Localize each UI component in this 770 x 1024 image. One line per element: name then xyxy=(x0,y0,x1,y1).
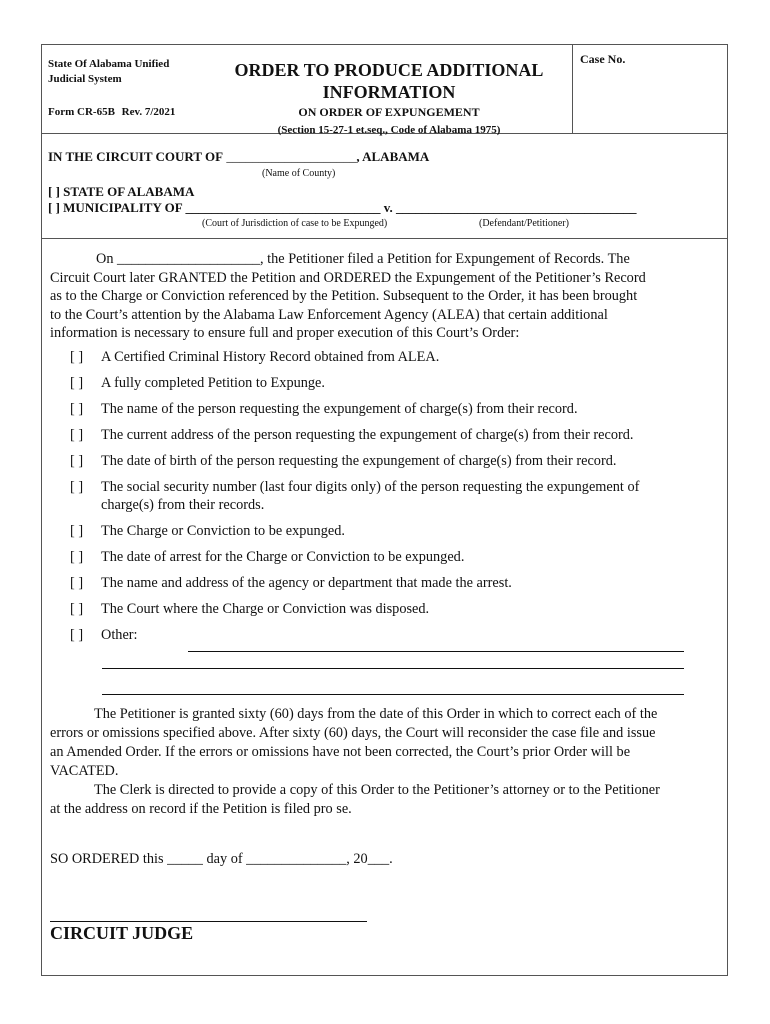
checkbox[interactable]: [ ] xyxy=(70,549,84,565)
checklist-item-text: The current address of the person requesting the expungement of charge(s) from their record. xyxy=(101,427,634,443)
jurisdiction-caption: (Court of Jurisdiction of case to be Expunged) xyxy=(202,218,388,229)
checkbox[interactable]: [ ] xyxy=(70,523,84,539)
other-input-line-2[interactable] xyxy=(102,668,684,669)
form-header xyxy=(42,45,727,134)
state-option[interactable]: [ ] STATE OF ALABAMA xyxy=(48,184,195,199)
checkbox[interactable]: [ ] xyxy=(70,601,84,617)
closing-p2-line-1: The Clerk is directed to provide a copy of this Order to the Petitioner’s attorney or to the Petitioner xyxy=(94,782,660,798)
checkbox[interactable]: [ ] xyxy=(70,627,84,643)
case-no-field[interactable] xyxy=(580,52,625,67)
court-caption xyxy=(42,134,727,239)
checkbox[interactable]: [ ] xyxy=(70,427,84,443)
intro-line-5: information is necessary to ensure full and proper execution of this Court’s Order: xyxy=(50,325,520,341)
judge-label: CIRCUIT JUDGE xyxy=(50,923,194,943)
case-no-label: Case No. xyxy=(580,52,626,66)
form-subtitle: ON ORDER OF EXPUNGEMENT xyxy=(298,105,480,119)
system-line-2: Judicial System xyxy=(48,73,122,85)
checkbox[interactable]: [ ] xyxy=(70,375,84,391)
checkbox[interactable]: [ ] xyxy=(70,453,84,469)
issuing-system xyxy=(48,57,169,87)
intro-line-1: On ____________________, the Petitioner filed a Petition for Expungement of Records. The xyxy=(96,251,630,267)
checklist-item-text: The name and address of the agency or department that made the arrest. xyxy=(101,575,512,591)
header-divider xyxy=(572,45,573,134)
municipality-option[interactable] xyxy=(48,200,637,216)
other-input-line-1[interactable] xyxy=(188,651,684,652)
municipality-line: [ ] MUNICIPALITY OF ______________________________ v. _____________________________________ xyxy=(48,200,637,215)
closing-paragraphs xyxy=(50,705,724,819)
statute-citation: (Section 15-27-1 et.seq., Code of Alabama 1975) xyxy=(277,124,501,136)
judge-signature-line[interactable] xyxy=(50,921,367,922)
closing-p1-line-1: The Petitioner is granted sixty (60) days from the date of this Order in which to correct each of the xyxy=(94,706,658,722)
court-suffix: , ALABAMA xyxy=(356,149,430,164)
form-title-line-2: INFORMATION xyxy=(322,82,456,102)
court-line xyxy=(48,149,429,165)
form-revision: Rev. 7/2021 xyxy=(121,106,176,118)
intro-line-2: Circuit Court later GRANTED the Petition and ORDERED the Expungement of the Petitioner’s Record xyxy=(50,269,646,286)
checklist-item-text: The date of birth of the person requesting the expungement of charge(s) from their record. xyxy=(101,453,617,469)
checklist-item-text-continued: charge(s) from their records. xyxy=(101,497,265,513)
system-line-1: State Of Alabama Unified xyxy=(48,58,170,70)
checklist-item-text: The date of arrest for the Charge or Conviction to be expunged. xyxy=(101,549,465,565)
checklist-item-text: A fully completed Petition to Expunge. xyxy=(101,375,325,391)
other-input-line-3[interactable] xyxy=(102,694,684,695)
checklist-item-text: The Charge or Conviction to be expunged. xyxy=(101,523,345,539)
court-prefix: IN THE CIRCUIT COURT OF xyxy=(48,149,224,164)
checklist-item-text: A Certified Criminal History Record obtained from ALEA. xyxy=(101,349,440,365)
checklist-item-text: The name of the person requesting the expungement of charge(s) from their record. xyxy=(101,401,578,417)
closing-p1-line-2: errors or omissions specified above. After sixty (60) days, the Court will reconsider the case file and issue xyxy=(50,725,656,741)
intro-line-3: as to the Charge or Conviction referenced by the Petition. Subsequent to the Order, it has been brought xyxy=(50,288,638,304)
other-label: Other: xyxy=(101,627,138,643)
intro-line-4: to the Court’s attention by the Alabama Law Enforcement Agency (ALEA) that certain additional xyxy=(50,306,608,323)
checkbox[interactable]: [ ] xyxy=(70,479,84,495)
form-title-line-1: ORDER TO PRODUCE ADDITIONAL xyxy=(234,60,544,80)
checkbox[interactable]: [ ] xyxy=(70,349,84,365)
closing-p1-line-4: VACATED. xyxy=(50,763,119,779)
checklist-item-text: The Court where the Charge or Conviction was disposed. xyxy=(101,601,430,617)
checklist-item-text: The social security number (last four digits only) of the person requesting the expungement of xyxy=(101,479,640,495)
form-identifier xyxy=(48,106,175,118)
checkbox[interactable]: [ ] xyxy=(70,401,84,417)
form-title-block xyxy=(206,59,572,136)
county-caption: (Name of County) xyxy=(262,168,336,179)
defendant-caption: (Defendant/Petitioner) xyxy=(479,218,569,229)
closing-p1-line-3: an Amended Order. If the errors or omissions have not been corrected, the Court’s prior Order will be xyxy=(50,744,631,760)
intro-paragraph xyxy=(50,250,722,343)
order-form xyxy=(41,44,728,976)
so-ordered-line[interactable]: SO ORDERED this _____ day of ______________, 20___. xyxy=(50,851,393,867)
checkbox[interactable]: [ ] xyxy=(70,575,84,591)
closing-p2-line-2: at the address on record if the Petition is filed pro se. xyxy=(50,801,352,817)
county-blank[interactable]: ____________________ xyxy=(226,149,357,164)
form-id: Form CR-65B xyxy=(48,106,115,118)
